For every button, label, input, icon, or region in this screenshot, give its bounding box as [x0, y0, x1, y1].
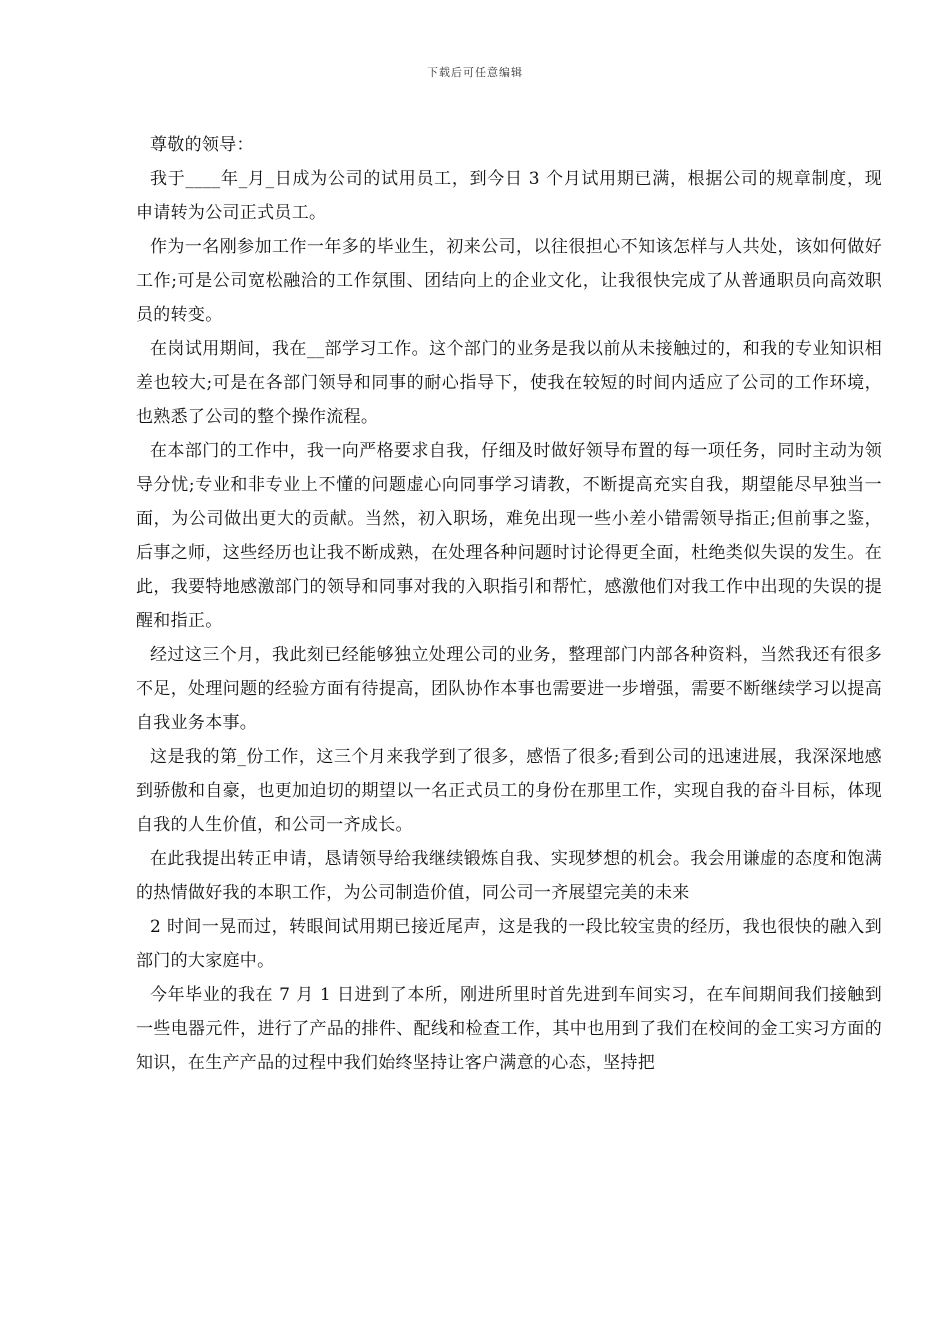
letter-paragraph: 今年毕业的我在 7 月 1 日进到了本所，刚进所里时首先进到车间实习，在车间期间我们接触到一些电器元件，进行了产品的排件、配线和检查工作，其中也用到了我们在校间的金工实习方面的知识，在生产产品的过程中我们始终坚持让客户满意的心态，坚持把 — [136, 985, 882, 1073]
letter-paragraph: 我于____年_月_日成为公司的试用员工，到今日 3 个月试用期已满，根据公司的规章制度，现申请转为公司正式员工。 — [136, 169, 882, 223]
letter-paragraph: 在岗试用期间，我在__部学习工作。这个部门的业务是我以前从未接触过的，和我的专业知识相差也较大;可是在各部门领导和同事的耐心指导下，使我在较短的时间内适应了公司的工作环境，也熟悉了公司的整个操作流程。 — [136, 339, 882, 427]
letter-body — [136, 128, 882, 1080]
letter-paragraph: 经过这三个月，我此刻已经能够独立处理公司的业务，整理部门内部各种资料，当然我还有很多不足，处理问题的经验方面有待提高，团队协作本事也需要进一步增强，需要不断继续学习以提高自我业务本事。 — [136, 645, 882, 733]
letter-salutation: 尊敬的领导： — [150, 135, 254, 155]
letter-paragraph: 2 时间一晃而过，转眼间试用期已接近尾声，这是我的一段比较宝贵的经历，我也很快的融入到部门的大家庭中。 — [136, 917, 882, 971]
letter-paragraph: 作为一名刚参加工作一年多的毕业生，初来公司，以往很担心不知该怎样与人共处，该如何做好工作;可是公司宽松融洽的工作氛围、团结向上的企业文化，让我很快完成了从普通职员向高效职员的转变。 — [136, 237, 882, 325]
letter-paragraph: 在本部门的工作中，我一向严格要求自我，仔细及时做好领导布置的每一项任务，同时主动为领导分忧;专业和非专业上不懂的问题虚心向同事学习请教，不断提高充实自我，期望能尽早独当一面，为公司做出更大的贡献。当然，初入职场，难免出现一些小差小错需领导指正;但前事之鉴，后事之师，这些经历也让我不断成熟，在处理各种问题时讨论得更全面，杜绝类似失误的发生。在此，我要特地感激部门的领导和同事对我的入职指引和帮忙，感激他们对我工作中出现的失误的提醒和指正。 — [136, 441, 882, 631]
page-header-note: 下载后可任意编辑 — [427, 66, 523, 79]
letter-paragraph: 这是我的第_份工作，这三个月来我学到了很多，感悟了很多;看到公司的迅速进展，我深深地感到骄傲和自豪，也更加迫切的期望以一名正式员工的身份在那里工作，实现自我的奋斗目标，体现自我的人生价值，和公司一齐成长。 — [136, 747, 882, 835]
letter-paragraph: 在此我提出转正申请，恳请领导给我继续锻炼自我、实现梦想的机会。我会用谦虚的态度和饱满的热情做好我的本职工作，为公司制造价值，同公司一齐展望完美的未来 — [136, 849, 882, 903]
